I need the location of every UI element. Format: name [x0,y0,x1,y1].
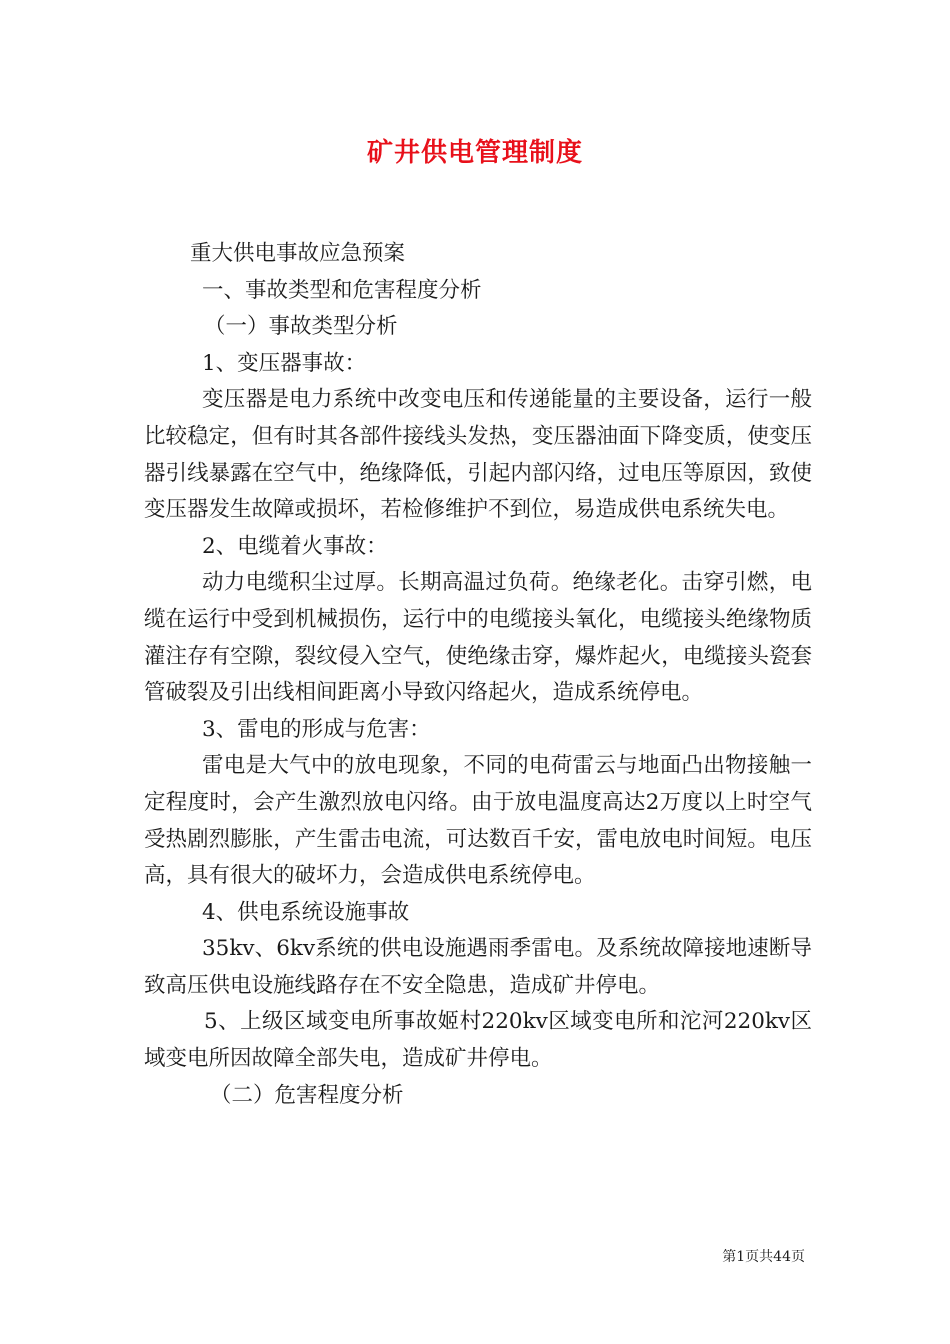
item-heading-transformer: 1、变压器事故： [202,350,367,376]
item-heading-cable-fire: 2、电缆着火事故： [202,533,388,559]
document-body [144,236,812,1114]
section-heading-1: 一、事故类型和危害程度分析 [202,277,482,303]
item-heading-lightning: 3、雷电的形成与危害： [202,716,431,742]
paragraph-lightning: 雷电是大气中的放电现象，不同的电荷雷云与地面凸出物接触一定程度时，会产生激烈放电闪络。由于放电温度高达2万度以上时空气受热剧烈膨胀，产生雷击电流，可达数百千安，雷电放电时间短。电压高，具有很大的破坏力，会造成供电系统停电。 [144,753,812,889]
paragraph-supply-facility: 35kv、6kv系统的供电设施遇雨季雷电。及系统故障接地速断导致高压供电设施线路存在不安全隐患，造成矿井停电。 [144,936,812,998]
subsection-heading-2: （二）危害程度分析 [210,1082,404,1108]
paragraph-transformer: 变压器是电力系统中改变电压和传递能量的主要设备，运行一般比较稳定，但有时其各部件接线头发热，变压器油面下降变质，使变压器引线暴露在空气中，绝缘降低，引起内部闪络，过电压等原因，致使变压器发生故障或损坏，若检修维护不到位，易造成供电系统失电。 [144,387,812,523]
item-heading-supply-facility: 4、供电系统设施事故 [202,899,410,925]
subsection-heading-1: （一）事故类型分析 [204,314,398,340]
plan-heading: 重大供电事故应急预案 [190,241,406,266]
paragraph-cable-fire: 动力电缆积尘过厚。长期高温过负荷。绝缘老化。击穿引燃，电缆在运行中受到机械损伤，运行中的电缆接头氧化，电缆接头绝缘物质灌注存有空隙，裂纹侵入空气，使绝缘击穿，爆炸起火，电缆接头瓷套管破裂及引出线相间距离小导致闪络起火，造成系统停电。 [144,570,812,706]
page-number-footer: 第1页共44页 [722,1249,805,1265]
paragraph-substation: 5、上级区域变电所事故姬村220kv区域变电所和沱河220kv区域变电所因故障全部失电，造成矿井停电。 [144,1009,812,1072]
document-title: 矿井供电管理制度 [366,138,583,168]
